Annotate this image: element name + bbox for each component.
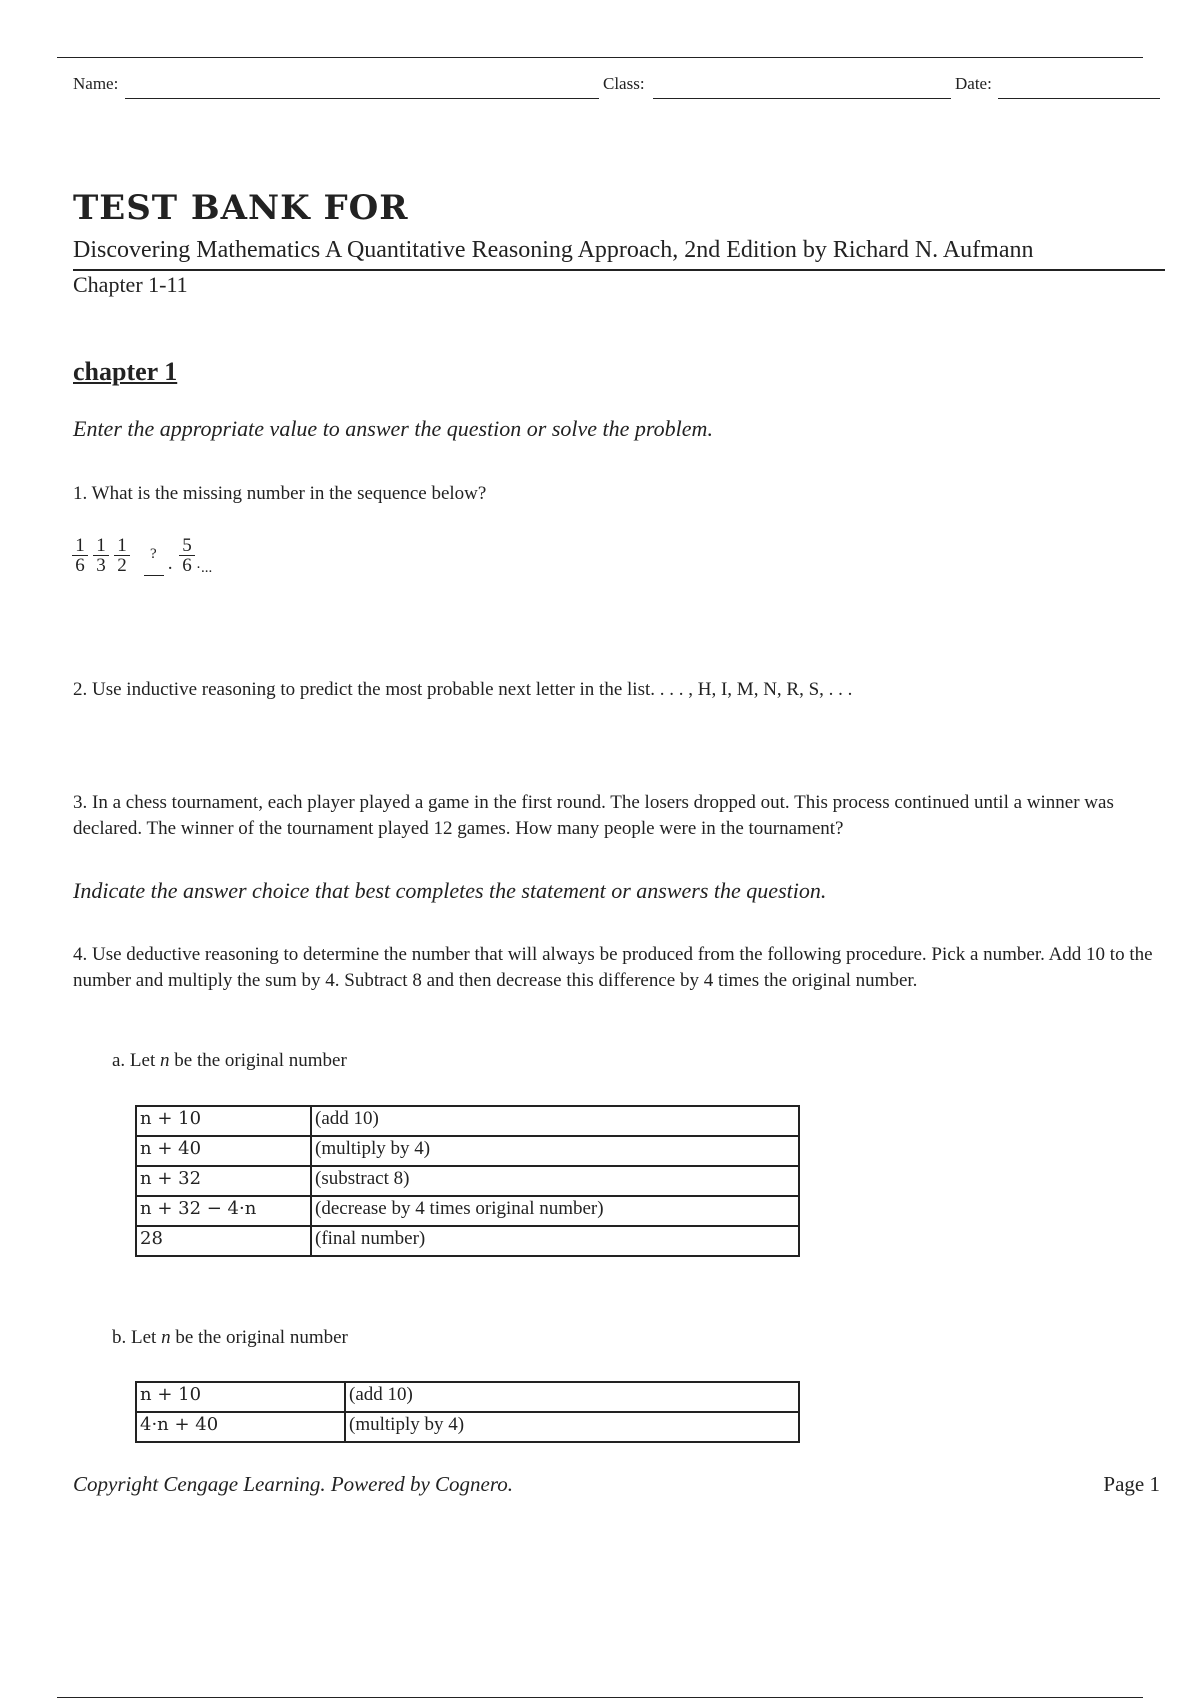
name-field[interactable] [125,98,599,99]
step-cell: (decrease by 4 times original number) [311,1196,799,1226]
option-b-label[interactable]: b. Let n be the original number [112,1327,348,1348]
missing-value-line [144,575,164,576]
expression-cell: n + 10 [136,1382,345,1412]
step-cell: (substract 8) [311,1166,799,1196]
separator-dot: · [167,558,174,579]
expression-cell: 28 [136,1226,311,1256]
option-a-label[interactable]: a. Let n be the original number [112,1050,347,1071]
question-2: 2. Use inductive reasoning to predict the most probable next letter in the list. . . . , H, I, M, N, R, S, . . . [73,679,853,700]
option-b-table [135,1381,800,1443]
step-cell: (add 10) [345,1382,799,1412]
page-number: Page 1 [1103,1472,1160,1496]
title-rule [73,269,1165,271]
header-fields [73,74,1161,100]
step-cell: (final number) [311,1226,799,1256]
table-row [136,1136,799,1166]
fraction-5: $\frac{5}{6}$ [179,536,195,575]
expression-cell: n + 10 [136,1106,311,1136]
fraction-2: $\frac{1}{3}$ [93,536,109,575]
class-field[interactable] [653,98,951,99]
table-row [136,1412,799,1442]
date-label: Date: [955,74,992,93]
table-row [136,1106,799,1136]
test-bank-heading: TEST BANK FOR [73,188,409,228]
sequence-ellipsis: ·... [196,560,213,576]
expression-cell: n + 32 − 4·n [136,1196,311,1226]
top-rule [57,57,1143,58]
copyright-notice: Copyright Cengage Learning. Powered by Cognero. [73,1472,513,1496]
step-cell: (multiply by 4) [345,1412,799,1442]
missing-value-mark: ? [150,546,157,562]
instruction-enter-value: Enter the appropriate value to answer the question or solve the problem. [73,416,713,441]
date-field[interactable] [998,98,1160,99]
fraction-3: $\frac{1}{2}$ [114,536,130,575]
question-4: 4. Use deductive reasoning to determine the number that will always be produced from the following procedure. Pick a number. Add 10 to the number and multiply the sum by 4. Subtract 8 and then decrease this difference by 4 times the original number. [73,944,1153,991]
fraction-1: $\frac{1}{6}$ [72,536,88,575]
table-row [136,1382,799,1412]
option-a-table [135,1105,800,1257]
question-3: 3. In a chess tournament, each player played a game in the first round. The losers dropped out. This process continued until a winner was declared. The winner of the tournament played 12 games. How many people were in the tournament? [73,792,1114,839]
expression-cell: 4·n + 40 [136,1412,345,1442]
class-label: Class: [603,74,645,93]
table-row [136,1166,799,1196]
question-1: 1. What is the missing number in the sequence below? [73,483,487,504]
expression-cell: n + 40 [136,1136,311,1166]
table-row [136,1196,799,1226]
name-label: Name: [73,74,119,93]
instruction-answer-choice: Indicate the answer choice that best completes the statement or answers the question. [73,878,827,903]
step-cell: (add 10) [311,1106,799,1136]
expression-cell: n + 32 [136,1166,311,1196]
table-row [136,1226,799,1256]
book-title: Discovering Mathematics A Quantitative Reasoning Approach, 2nd Edition by Richard N. Aufmann [73,237,1034,263]
bottom-rule [57,1697,1143,1698]
chapter-range: Chapter 1-11 [73,272,188,297]
step-cell: (multiply by 4) [311,1136,799,1166]
chapter-heading: chapter 1 [73,357,178,386]
separator-dot-2: · [196,560,201,576]
